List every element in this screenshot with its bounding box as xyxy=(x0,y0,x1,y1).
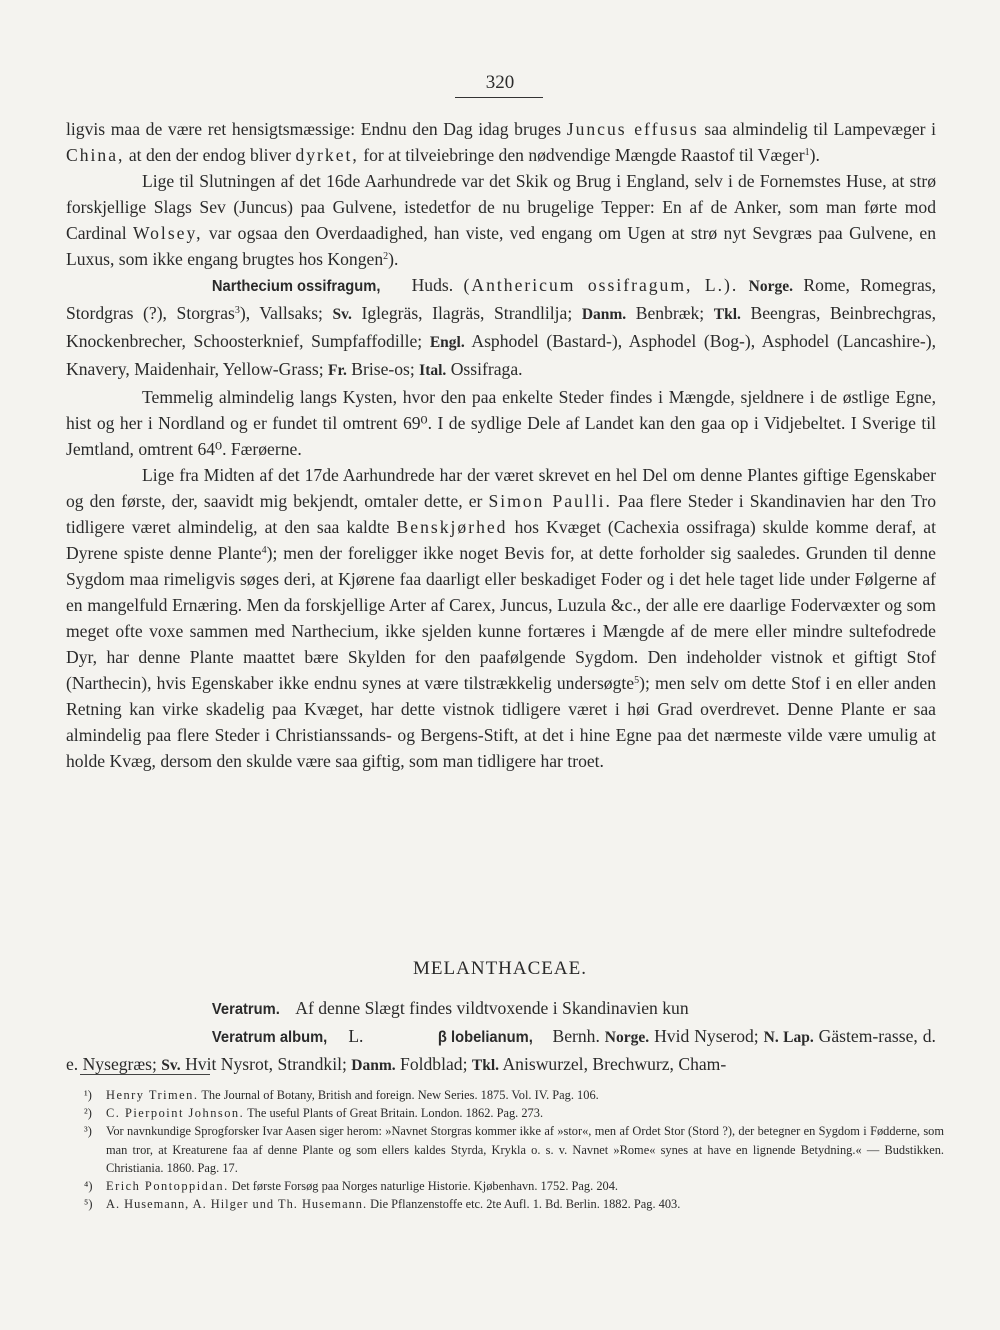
spaced-term: Juncus effusus xyxy=(566,119,699,139)
text-run: ); men selv om dette Stof i en eller anden Retning kan virke skadelig paa Kvæget, har dette vistnok tidligere været i høi Grad overdrevet. Denne Plante er saa almindelig paa flere Steder i Christianssands- og Bergens-Stift, at det i hine Egne paa det nærmeste vilde være umulig at holde Kvæg, dersom den skulde være saa giftig, som man tidligere har troet. xyxy=(66,673,936,771)
footnote-author: Henry Trimen. xyxy=(106,1088,199,1102)
region-label: Engl. xyxy=(429,334,465,351)
text-run: for at tilveiebringe den nødvendige Mængde Raastof til Væger xyxy=(363,145,805,165)
footnote-body: The useful Plants of Great Britain. London. 1862. Pag. 273. xyxy=(247,1106,544,1121)
region-label: Danm. xyxy=(351,1057,396,1074)
paragraph-distribution: Temmelig almindelig langs Kysten, hvor den paa enkelte Steder findes i Mængde, sjeldnere i de østlige Egne, hist og her i Nordland og er fundet til omtrent 69⁰. I de sydlige Dele af Landet kan den gaa op i Vidjebeltet. I Sverige til Jemtland, omtrent 64⁰. Færøerne. xyxy=(66,387,936,459)
footnote-body: Die Pflanzenstoffe etc. 2te Aufl. 1. Bd. Berlin. 1882. Pag. 403. xyxy=(370,1197,681,1212)
footnote-ref: 2 xyxy=(383,251,389,262)
paragraph-narthecium-names xyxy=(66,272,936,384)
text-run: at den der endog bliver xyxy=(128,145,292,165)
text-run: Benbræk; xyxy=(635,303,705,323)
footnote-body: The Journal of Botany, British and foreign. New Series. 1875. Vol. IV. Pag. 106. xyxy=(201,1088,599,1102)
text-run: Beengras, Beinbrechgras, Knockenbrecher, Schoosterknief, Sumpfaffodille; xyxy=(66,303,936,351)
paragraph-england xyxy=(66,168,936,272)
footnote-ref: 5 xyxy=(634,675,640,686)
footnote-marker: ⁵) xyxy=(84,1197,93,1212)
text-run: Bernh. xyxy=(552,1026,600,1046)
footnote-text xyxy=(106,1104,944,1122)
text-run: ); men der foreligger ikke noget Bevis for, at dette forholder sig saaledes. Grunden til denne Sygdom maa rimeligvis søges deri, at Kjørene faa daarligt eller beskadiget Foder og i det hele taget lide under Følgerne af en mangelfuld Ernæring. Men da forskjellige Arter af Carex, Juncus, Luzula &c., der alle ere daarlige Fodervæxter og som meget ofte voxe sammen med Narthecium, ikke sjelden kunne fortæres i Mængde af de mere eller mindre sultefodrede Dyr, har denne Plante maattet bære Skylden for den paafølgende Sygdom. Den indeholder vistnok et giftigt Stof (Narthecin), hvis Egenskaber ikke endnu synes at være tilstrækkelig undersøgte xyxy=(66,543,936,693)
footnote-author: A. Husemann, A. Hilger und Th. Husemann. xyxy=(106,1197,368,1212)
paragraph-veratrum xyxy=(66,995,936,1023)
text-run: Lige fra Midten af det 17de Aarhundrede har der været skrevet en hel Del om denne Plantes giftige Egenskaber og den første, der, saavidt mig bekjendt, omtaler dette, er xyxy=(66,465,936,511)
species-name: Veratrum album, xyxy=(211,1029,328,1046)
text-run: Brise-os; xyxy=(351,359,415,379)
paragraph-veratrum-album xyxy=(66,1023,936,1079)
region-label: N. Lap. xyxy=(763,1029,814,1046)
spaced-term: (Anthericum ossifragum, L.). xyxy=(463,275,739,295)
genus-name: Veratrum. xyxy=(211,1001,280,1018)
region-label: Ital. xyxy=(419,362,447,379)
variety-name: β lobelianum, xyxy=(438,1029,534,1046)
region-label: Danm. xyxy=(581,306,627,323)
text-run: Paa flere Steder i Skandinavien har den Tro tidligere været almindelig, at den saa kaldte xyxy=(66,491,937,537)
text-run: Hvit Nysrot, Strandkil; xyxy=(185,1054,347,1074)
text-run: ), Vallsaks; xyxy=(239,303,323,323)
text-run: ). xyxy=(388,249,399,269)
region-label: Norge. xyxy=(604,1029,650,1046)
text-run: saa almindelig til Lampevæger i xyxy=(704,119,937,139)
footnote-3 xyxy=(84,1122,944,1177)
text-run: ligvis maa de være ret hensigtsmæssige: Endnu den Dag idag bruges xyxy=(66,119,562,139)
region-label: Tkl. xyxy=(713,306,741,323)
footnote-1 xyxy=(84,1086,944,1104)
page-number: 320 xyxy=(485,72,515,93)
footnote-body: Det første Forsøg paa Norges naturlige Historie. Kjøbenhavn. 1752. Pag. 204. xyxy=(231,1179,619,1194)
footnote-marker: ²) xyxy=(84,1106,92,1121)
text-run: Gästem-rasse, d. e. Nysegræs; xyxy=(66,1026,936,1074)
text-run: Lige til Slutningen af det 16de Aarhundrede var det Skik og Brug i England, selv i de Fornemstes Huse, at strø forskjellige Slags Sev (Juncus) paa Gulvene, istedetfor de nu brugelige Tepper: En af de Anker, som man førte mod Cardinal xyxy=(66,171,936,243)
melanthaceae-text xyxy=(66,995,936,1079)
footnote-divider xyxy=(80,1074,210,1075)
region-label: Fr. xyxy=(328,362,347,379)
footnote-author: C. Pierpoint Johnson. xyxy=(106,1106,245,1121)
text-run: Aniswurzel, Brechwurz, Cham- xyxy=(502,1054,727,1074)
footnote-4 xyxy=(84,1177,944,1195)
main-text xyxy=(66,116,936,774)
footnote-marker: ³) xyxy=(84,1124,92,1139)
spaced-term: Wolsey, xyxy=(132,223,203,243)
footnote-ref: 1 xyxy=(804,147,810,158)
text-run: Af denne Slægt findes vildtvoxende i Skandinavien kun xyxy=(295,998,689,1018)
spaced-term: Simon Paulli. xyxy=(488,491,612,511)
footnote-text xyxy=(106,1086,944,1104)
text-run: ). xyxy=(809,145,820,165)
section-heading: MELANTHACEAE. xyxy=(413,958,587,979)
text-run: Iglegräs, Ilagräs, Strandlilja; xyxy=(361,303,573,323)
text-run: var ogsaa den Overdaadighed, han viste, ved engang om Ugen at strø nyt Sevgræs paa Gulvene, en Luxus, som ikke engang brugtes hos Kongen xyxy=(66,223,937,269)
footnote-marker: ¹) xyxy=(84,1088,92,1102)
region-label: Norge. xyxy=(748,278,793,295)
text-run: Asphodel (Bastard-), Asphodel (Bog-), Asphodel (Lancashire-), Knavery, Maidenhair, Yellow-Grass; xyxy=(66,331,936,379)
footnote-ref: 4 xyxy=(261,545,267,556)
footnote-ref: 3 xyxy=(234,305,240,316)
paragraph-toxicity xyxy=(66,462,936,774)
region-label: Sv. xyxy=(161,1057,181,1074)
paragraph-juncus xyxy=(66,116,936,168)
species-name: Narthecium ossifragum, xyxy=(211,278,381,295)
page-number-underline xyxy=(455,97,543,98)
text-run: Ossifraga. xyxy=(450,359,523,379)
text-run: Huds. xyxy=(411,275,454,295)
spaced-term: Benskjørhed xyxy=(396,517,508,537)
footnote-5 xyxy=(84,1195,944,1213)
text-run: Hvid Nyserod; xyxy=(654,1026,759,1046)
footnote-2 xyxy=(84,1104,944,1122)
footnote-author: Erich Pontoppidan. xyxy=(106,1179,229,1194)
footnote-marker: ⁴) xyxy=(84,1179,93,1194)
spaced-term: dyrket, xyxy=(295,145,359,165)
text-run: L. xyxy=(348,1026,364,1046)
footnotes xyxy=(84,1086,944,1213)
footnote-body: Vor navnkundige Sprogforsker Ivar Aasen siger herom: »Navnet Storgras kommer ikke af »stor«, men af Ordet Stor (Stord ?), der betegner en Sygdom i Fødderne, som man tror, at Kreaturene faa af denne Plante og som ellers kaldes Styrda, Krykla o. s. v. Navnet »Rome« synes at have en lignende Betydning.« — Budstikken. Christiania. 1860. Pag. 17. xyxy=(106,1124,944,1175)
footnote-text xyxy=(106,1177,944,1195)
text-run: hos Kvæget (Cachexia ossifraga) skulde komme deraf, at Dyrene spiste denne Plante xyxy=(66,517,936,563)
region-label: Sv. xyxy=(332,306,352,323)
region-label: Tkl. xyxy=(471,1057,500,1074)
footnote-text xyxy=(106,1195,944,1213)
text-run: Foldblad; xyxy=(400,1054,468,1074)
spaced-term: China, xyxy=(66,145,125,165)
text-run: Rome, Romegras, Stordgras (?), Storgras xyxy=(66,275,936,323)
